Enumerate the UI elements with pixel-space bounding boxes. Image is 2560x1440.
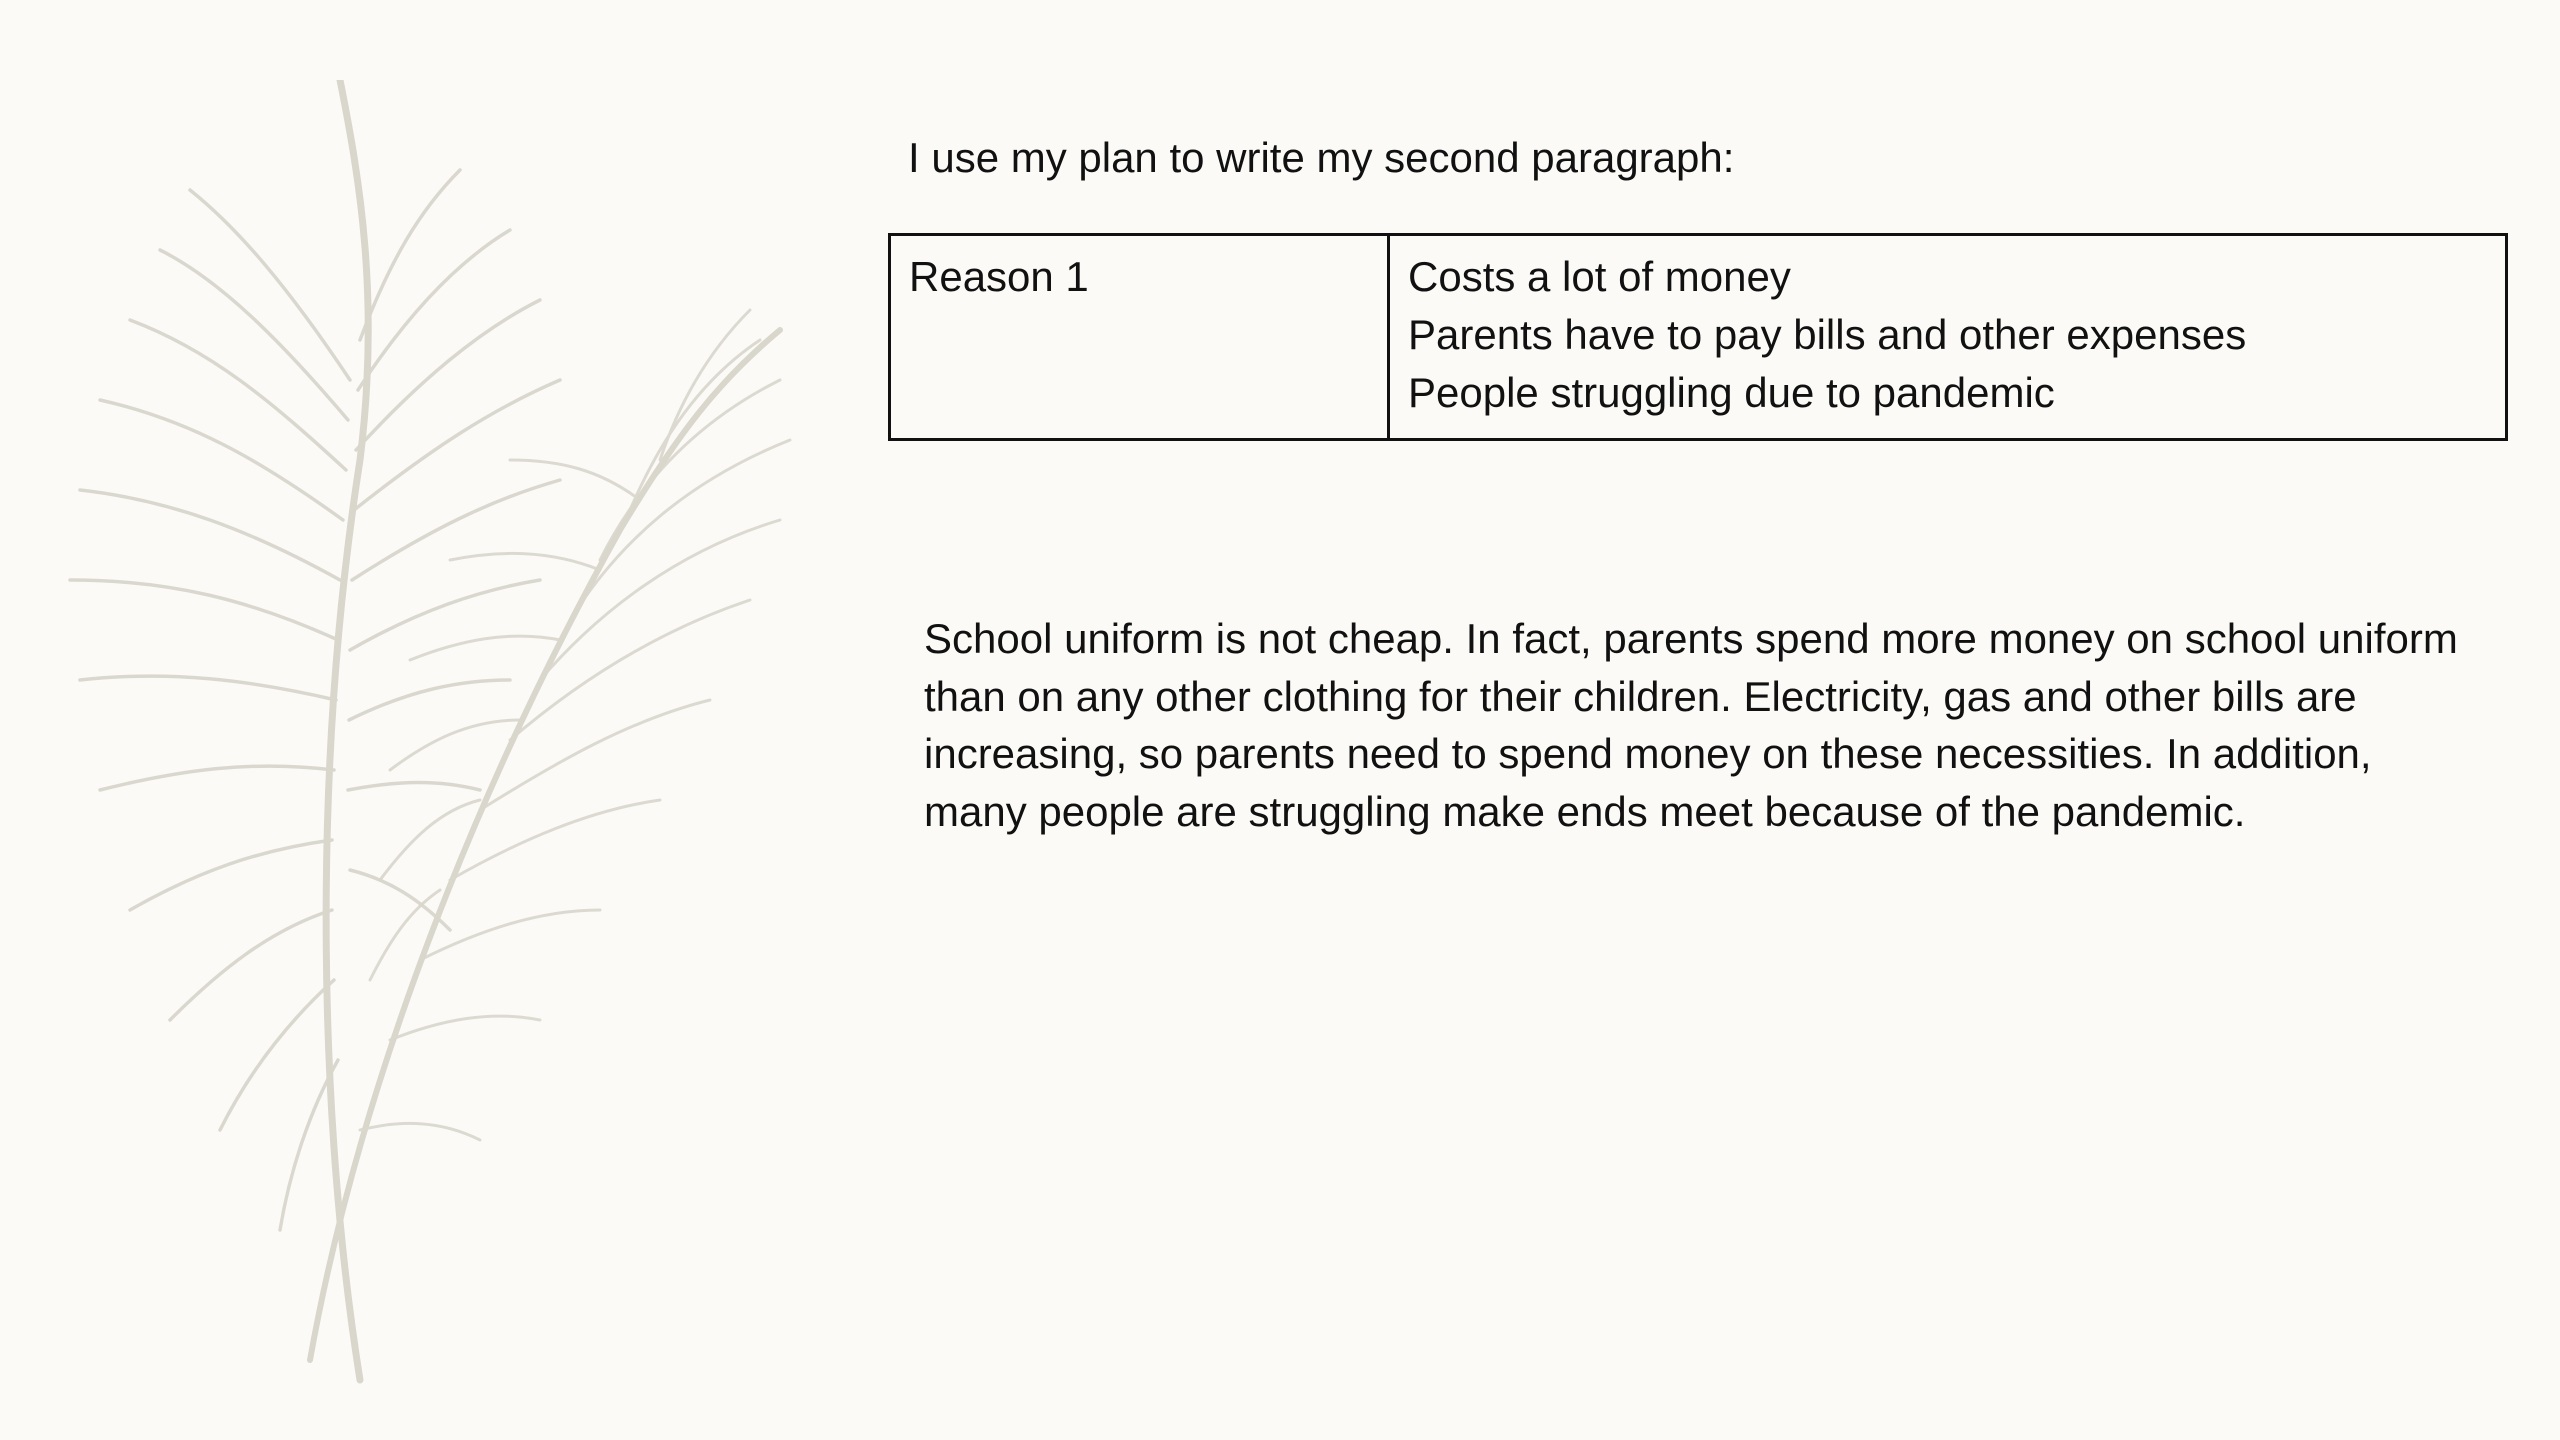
plan-table [888,233,2508,441]
reason-label: Reason 1 [909,253,1089,300]
reason-label-cell [890,235,1389,440]
table-row [890,235,2507,440]
plan-point: Costs a lot of money [1408,253,1791,300]
reason-points-cell [1389,235,2507,440]
plan-point: People struggling due to pandemic [1408,369,2055,416]
plan-point: Parents have to pay bills and other expenses [1408,311,2247,358]
paragraph-text: School uniform is not cheap. In fact, parents spend more money on school uniform than on any other clothing for their children. Electricity, gas and other bills are increasing, so parents need to spend money on these necessities. In addition, many people are struggling make ends meet because of the pandemic. [924,615,2458,835]
intro-text: I use my plan to write my second paragraph: [908,134,1735,181]
feather-decoration-icon [60,80,840,1400]
